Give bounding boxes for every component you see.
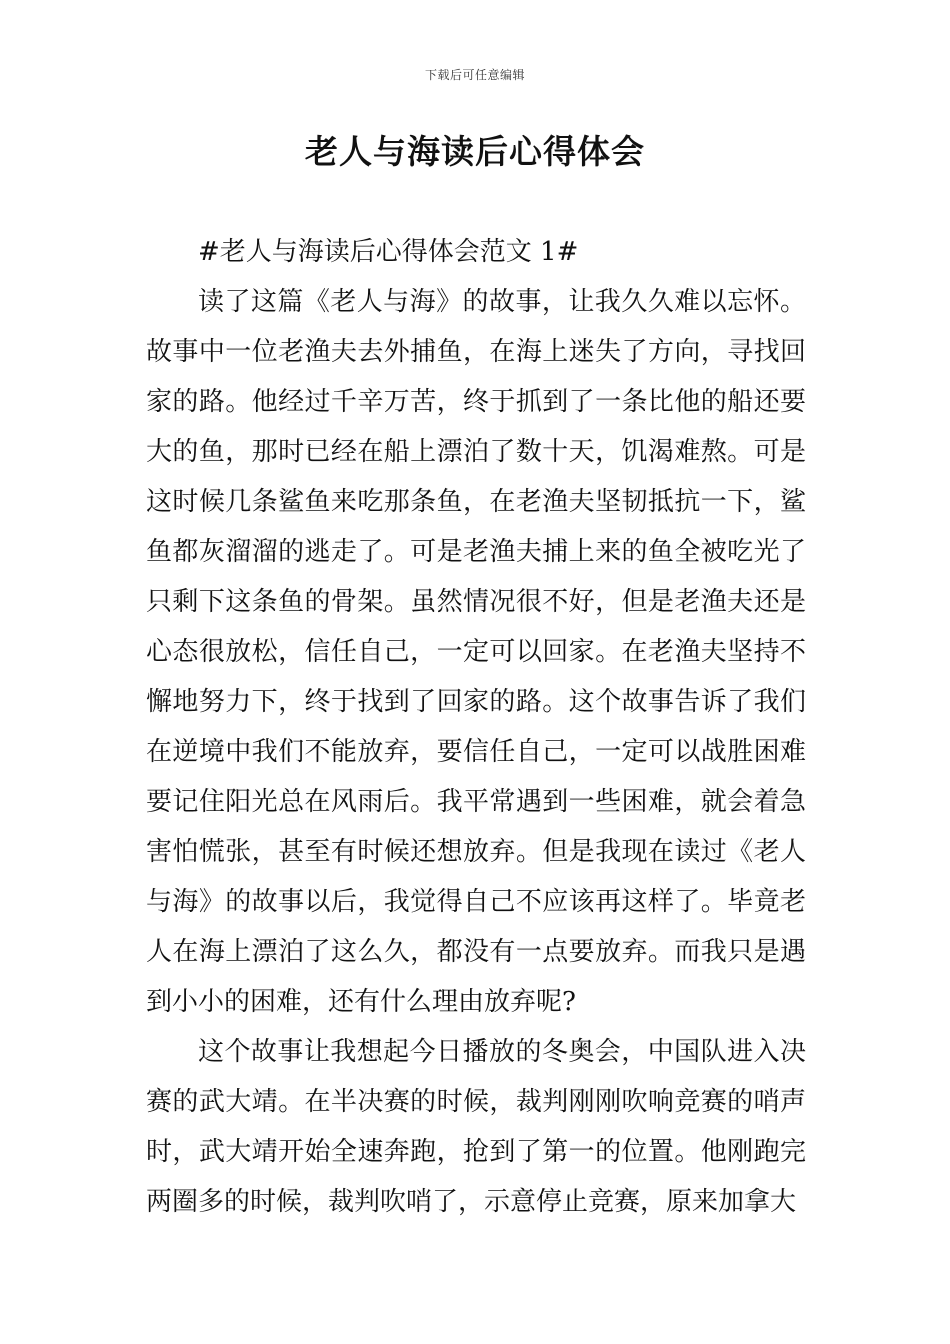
section-heading: #老人与海读后心得体会范文 1# bbox=[198, 237, 579, 267]
header-note: 下载后可任意编辑 bbox=[424, 68, 525, 82]
paragraph-2: 这个故事让我想起今日播放的冬奥会，中国队进入决赛的武大靖。在半决赛的时候，裁判刚刚吹响竞赛的哨声时，武大靖开始全速奔跑，抢到了第一的位置。他刚跑完两圈多的时候，裁判吹哨了，示意停止竞赛，原来加拿大 bbox=[146, 1037, 806, 1217]
document-body bbox=[146, 227, 806, 1227]
paragraph-1: 读了这篇《老人与海》的故事，让我久久难以忘怀。故事中一位老渔夫去外捕鱼，在海上迷失了方向，寻找回家的路。他经过千辛万苦，终于抓到了一条比他的船还要大的鱼，那时已经在船上漂泊了数十天，饥渴难熬。可是这时候几条鲨鱼来吃那条鱼，在老渔夫坚韧抵抗一下，鲨鱼都灰溜溜的逃走了。可是老渔夫捕上来的鱼全被吃光了只剩下这条鱼的骨架。虽然情况很不好，但是老渔夫还是心态很放松，信任自己，一定可以回家。在老渔夫坚持不懈地努力下，终于找到了回家的路。这个故事告诉了我们在逆境中我们不能放弃，要信任自己，一定可以战胜困难要记住阳光总在风雨后。我平常遇到一些困难，就会着急害怕慌张，甚至有时候还想放弃。但是我现在读过《老人与海》的故事以后，我觉得自己不应该再这样了。毕竟老人在海上漂泊了这么久，都没有一点要放弃。而我只是遇到小小的困难，还有什么理由放弃呢? bbox=[146, 287, 806, 1017]
document-title: 老人与海读后心得体会 bbox=[305, 132, 645, 171]
